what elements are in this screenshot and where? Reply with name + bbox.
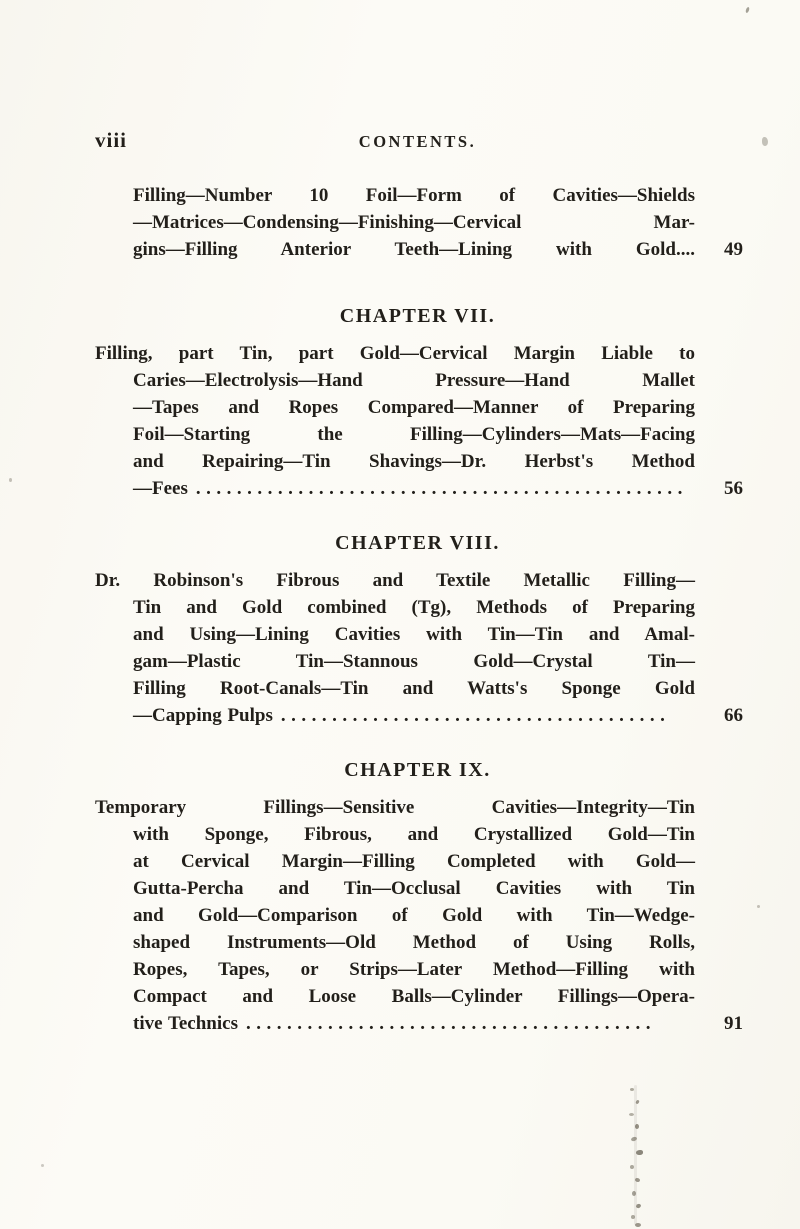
chapter-heading: CHAPTER IX. — [344, 759, 491, 781]
toc-line-text: —Capping Pulps — [133, 705, 273, 726]
toc-entry — [95, 567, 743, 729]
page-content — [95, 128, 743, 1037]
toc-line: Temporary Fillings—Sensitive Cavities—Integrity—Tin — [95, 797, 695, 818]
scan-speck — [9, 478, 12, 482]
scan-speck — [635, 1203, 641, 1209]
scan-speck — [632, 1191, 636, 1196]
toc-line-text: tive Technics — [133, 1013, 238, 1034]
toc-entry — [95, 182, 743, 263]
toc-line: Gutta-Percha and Tin—Occlusal Cavities with Tin — [133, 878, 695, 899]
page-number: 56 — [724, 478, 743, 499]
scan-speck — [635, 1100, 640, 1105]
toc-line — [95, 1010, 695, 1037]
toc-line: and Using—Lining Cavities with Tin—Tin and Amal- — [133, 624, 695, 645]
scan-speck — [762, 137, 768, 146]
page-number: 66 — [724, 705, 743, 726]
toc-line: —Tapes and Ropes Compared—Manner of Preparing — [133, 397, 695, 418]
toc-line — [95, 702, 695, 729]
toc-line: —Matrices—Condensing—Finishing—Cervical Mar- — [133, 212, 695, 233]
scan-speck — [745, 7, 750, 14]
toc-entry — [95, 340, 743, 502]
toc-line: with Sponge, Fibrous, and Crystallized Gold—Tin — [133, 824, 695, 845]
page-number: 91 — [724, 1013, 743, 1034]
toc-line: Dr. Robinson's Fibrous and Textile Metallic Filling— — [95, 570, 695, 591]
toc-line: at Cervical Margin—Filling Completed with Gold— — [133, 851, 695, 872]
scan-speck — [629, 1113, 634, 1116]
chapter-heading: CHAPTER VII. — [339, 305, 496, 327]
scan-speck — [635, 1223, 641, 1227]
toc-line: Compact and Loose Balls—Cylinder Fillings—Opera- — [133, 986, 695, 1007]
scan-speck — [41, 1164, 44, 1167]
toc-line: shaped Instruments—Old Method of Using Rolls, — [133, 932, 695, 953]
toc-line — [95, 475, 695, 502]
toc-line-text: —Fees — [133, 478, 188, 499]
dot-leader: ...................................... — [280, 705, 671, 726]
page-folio: viii — [95, 128, 128, 152]
scan-speck — [636, 1150, 643, 1155]
scan-speck — [635, 1124, 639, 1129]
scan-speck — [631, 1215, 635, 1219]
toc-line: Filling, part Tin, part Gold—Cervical Margin Liable to — [95, 343, 695, 364]
dot-leader: ........................................ — [245, 1013, 656, 1034]
toc-line: gins—Filling Anterior Teeth—Lining with Gold.... — [133, 239, 695, 260]
toc-line: Foil—Starting the Filling—Cylinders—Mats—Facing — [133, 424, 695, 445]
page-header — [95, 128, 740, 158]
page-number: 49 — [724, 239, 743, 260]
toc-line: Filling—Number 10 Foil—Form of Cavities—Shields — [133, 185, 695, 206]
scan-speck — [757, 905, 760, 908]
toc-line: gam—Plastic Tin—Stannous Gold—Crystal Tin— — [133, 651, 695, 672]
toc-line: Ropes, Tapes, or Strips—Later Method—Filling with — [133, 959, 695, 980]
running-title: CONTENTS. — [358, 132, 477, 151]
chapter-heading: CHAPTER VIII. — [335, 532, 500, 554]
toc-entry — [95, 794, 743, 1037]
toc-line: and Repairing—Tin Shavings—Dr. Herbst's Method — [133, 451, 695, 472]
toc-line: Filling Root-Canals—Tin and Watts's Sponge Gold — [133, 678, 695, 699]
toc-line: and Gold—Comparison of Gold with Tin—Wedge- — [133, 905, 695, 926]
toc-line: Tin and Gold combined (Tg), Methods of Preparing — [133, 597, 695, 618]
toc-line: Caries—Electrolysis—Hand Pressure—Hand Mallet — [133, 370, 695, 391]
dot-leader: ................................................ — [195, 478, 688, 499]
scan-speck — [630, 1088, 634, 1091]
scan-speck — [630, 1165, 634, 1169]
